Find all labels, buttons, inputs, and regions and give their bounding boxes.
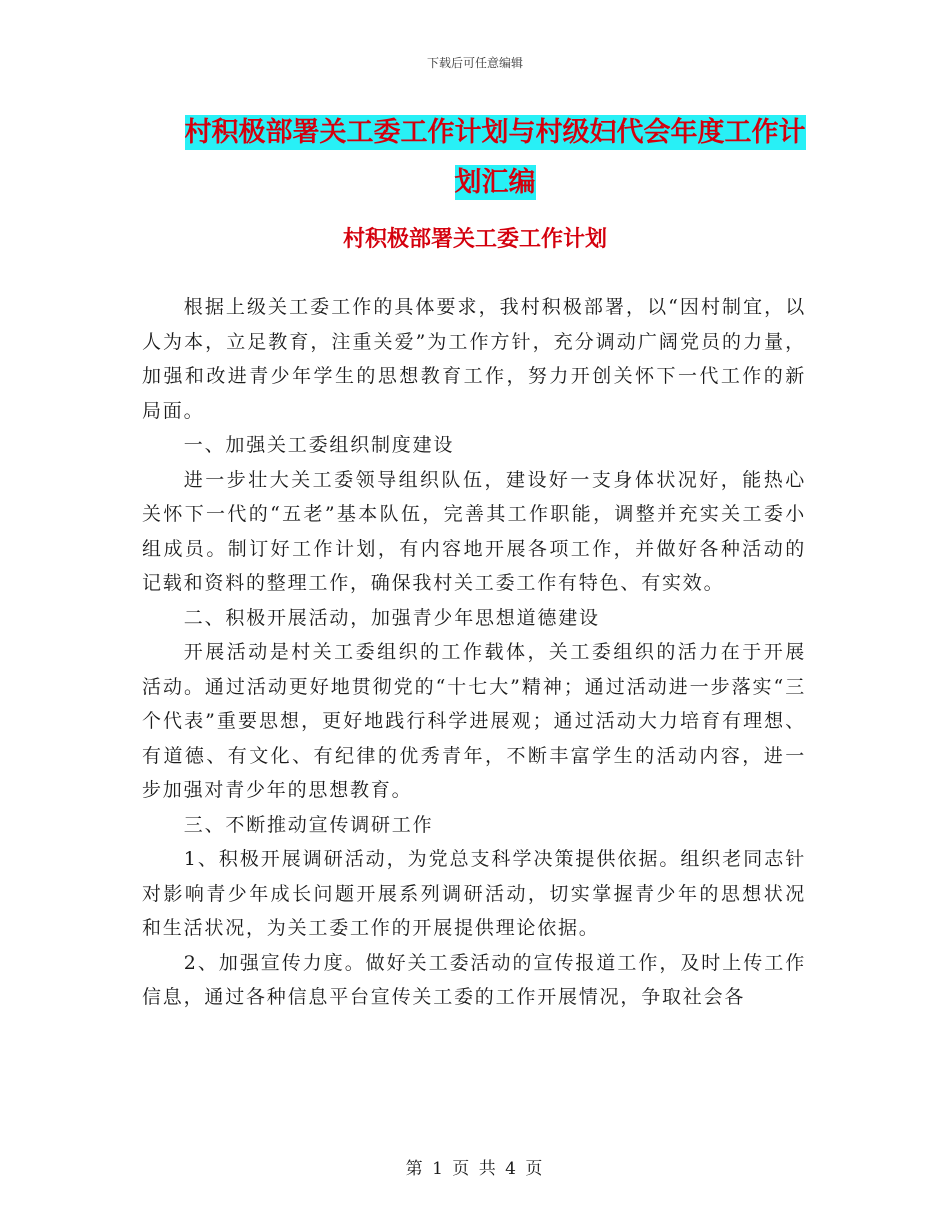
document-title — [160, 108, 830, 208]
heading-three: 三、不断推动宣传调研工作 — [183, 813, 434, 836]
header-note: 下载后可任意编辑 — [426, 56, 523, 70]
paragraph: 进一步壮大关工委领导组织队伍，建设好一支身体状况好，能热心关怀下一代的“五老”基本队伍，完善其工作职能，调整并充实关工委小组成员。制订好工作计划，有内容地开展各项工作，并做好各种活动的记载和资料的整理工作，确保我村关工委工作有特色、有实效。 — [142, 468, 806, 594]
section-title: 村积极部署关工委工作计划 — [342, 227, 607, 252]
paragraph: 开展活动是村关工委组织的工作载体，关工委组织的活力在于开展活动。通过活动更好地贯彻党的“十七大”精神；通过活动进一步落实“三个代表”重要思想，更好地践行科学进展观；通过活动大力培育有理想、有道德、有文化、有纪律的优秀青年，不断丰富学生的活动内容，进一步加强对青少年的思想教育。 — [142, 641, 806, 801]
paragraph: 2、加强宣传力度。做好关工委活动的宣传报道工作，及时上传工作信息，通过各种信息平台宣传关工委的工作开展情况，争取社会各 — [142, 951, 806, 1008]
document-title-line-1: 村积极部署关工委工作计划与村级妇代会年度工作计 — [184, 117, 806, 148]
paragraph: 1、积极开展调研活动，为党总支科学决策提供依据。组织老同志针对影响青少年成长问题开展系列调研活动，切实掌握青少年的思想状况和生活状况，为关工委工作的开展提供理论依据。 — [142, 848, 806, 939]
heading-two: 二、积极开展活动，加强青少年思想道德建设 — [183, 606, 600, 629]
document-title-line-2: 划汇编 — [454, 167, 536, 198]
paragraph-intro: 根据上级关工委工作的具体要求，我村积极部署，以“因村制宜，以人为本，立足教育，注重关爱”为工作方针，充分调动广阔党员的力量，加强和改进青少年学生的思想教育工作，努力开创关怀下一代工作的新局面。 — [142, 296, 806, 422]
heading-one: 一、加强关工委组织制度建设 — [183, 434, 455, 456]
page-number: 第 1 页 共 4 页 — [405, 1159, 545, 1179]
document-body — [142, 290, 806, 1015]
